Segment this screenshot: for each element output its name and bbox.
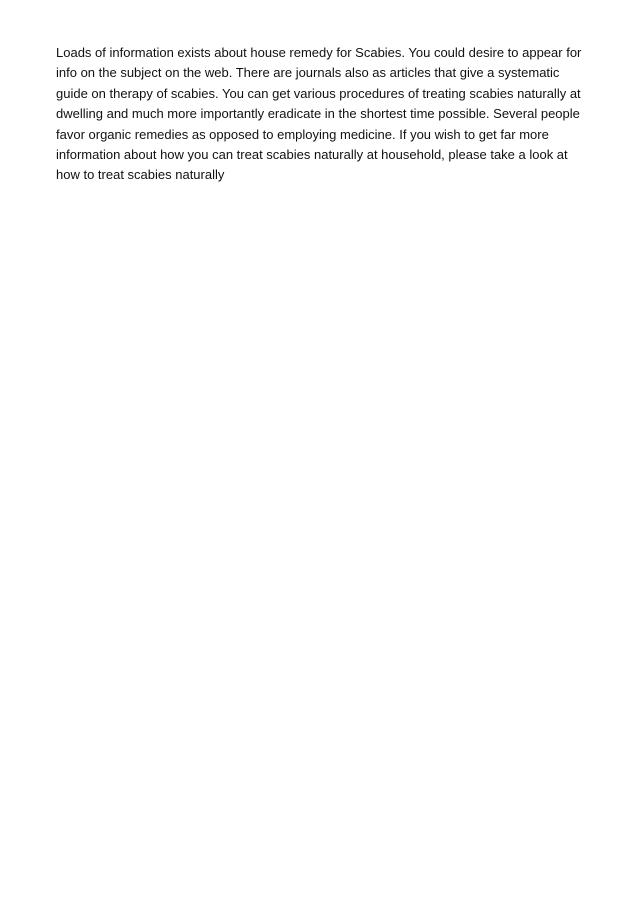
paragraph-line-3: guide on therapy of scabies. You can get various procedures of treating scabies naturally at — [56, 85, 581, 101]
paragraph-line-7: how to treat scabies naturally — [56, 167, 225, 183]
paragraph-line-2: info on the subject on the web. There are journals also as articles that give a systematic — [56, 65, 560, 81]
paragraph-line-1: Loads of information exists about house remedy for Scabies. You could desire to appear for — [56, 45, 582, 60]
paragraph-line-5: favor organic remedies as opposed to employing medicine. If you wish to get far more — [56, 126, 549, 142]
body-paragraph — [56, 43, 596, 186]
paragraph-line-6: information about how you can treat scabies naturally at household, please take a look at — [56, 147, 568, 163]
paragraph-line-4: dwelling and much more importantly eradicate in the shortest time possible. Several people — [56, 106, 580, 122]
